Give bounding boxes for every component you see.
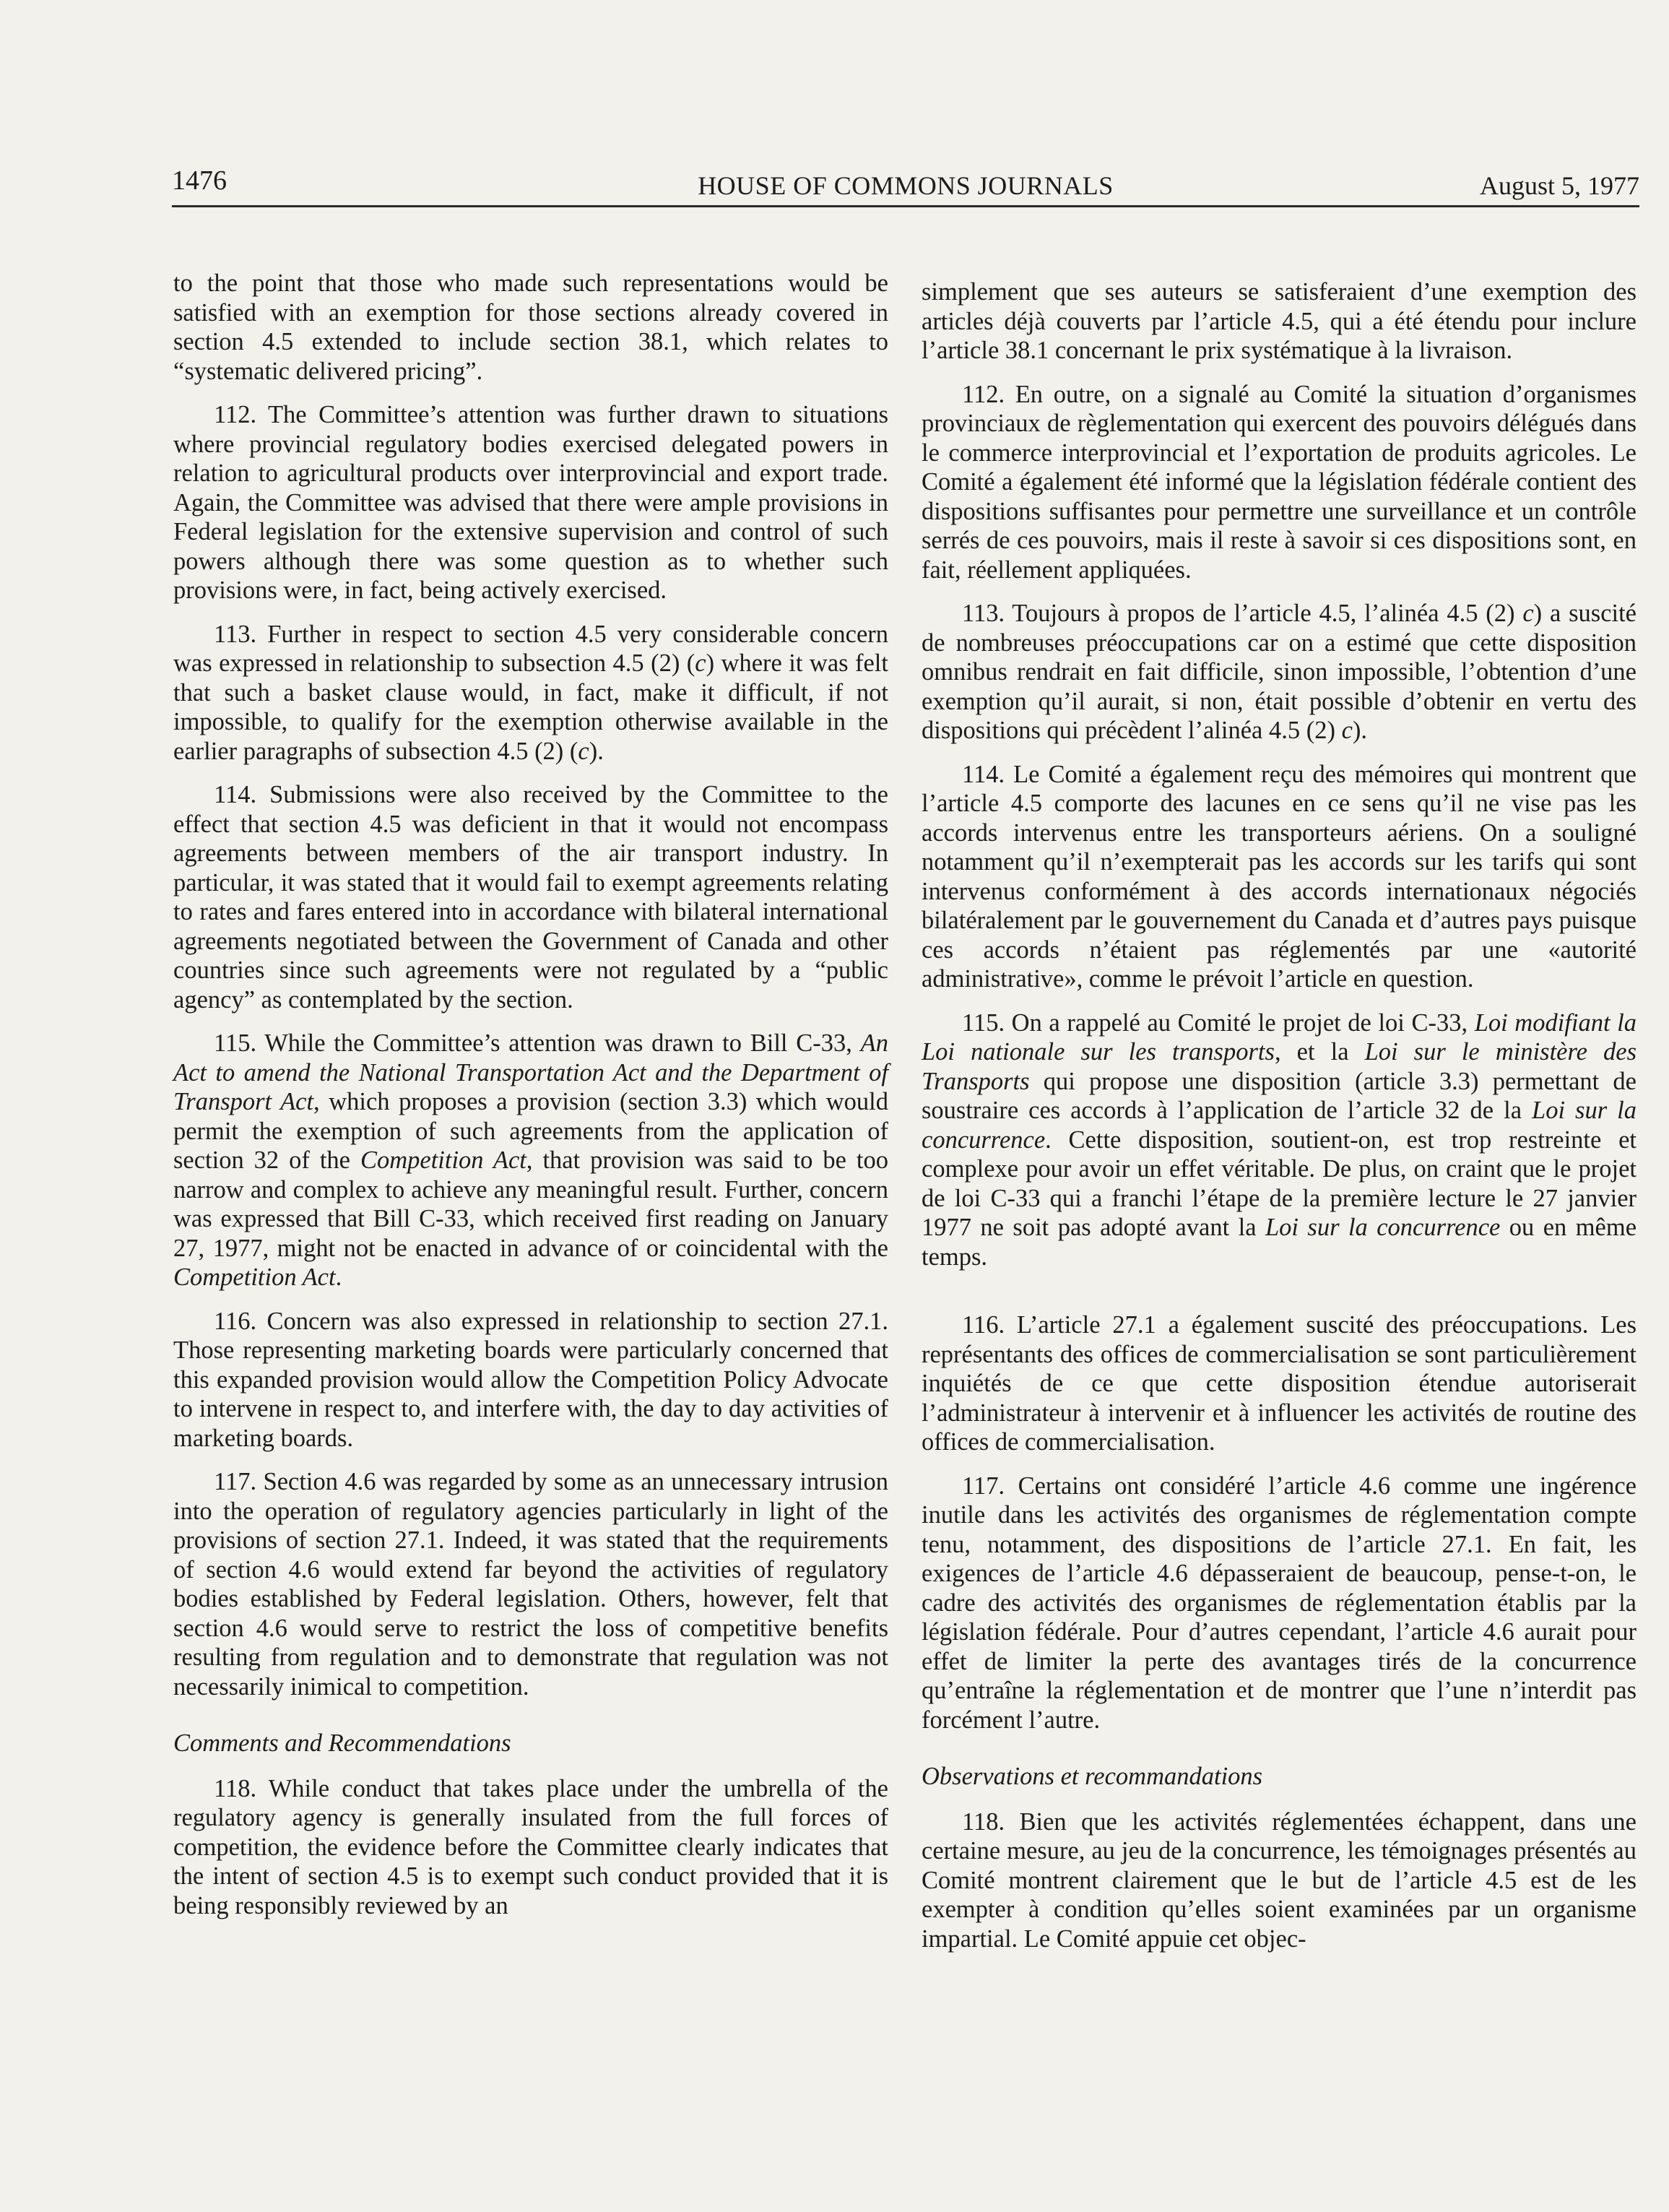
english-column [173, 269, 888, 1935]
paragraph-116: 116. Concern was also expressed in relationship to section 27.1. Those representing marketing boards were particularly concerned that this expanded provision would allow the Competition Policy Advocate to intervene in respect to, and interfere with, the day to day activities of marketing boards. [173, 1307, 888, 1452]
paragraph-117: 117. Section 4.6 was regarded by some as an unnecessary intrusion into the operation of regulatory agencies particularly in light of the provisions of section 27.1. Indeed, it was stated that the requirements of section 4.6 would extend far beyond the activities of regulatory bodies established by Federal legislation. Others, however, felt that section 4.6 would serve to restrict the loss of competitive benefits resulting from regulation and to demonstrate that regulation was not necessarily inimical to competition. [173, 1468, 888, 1701]
paragraph-113: 113. Toujours à propos de l’article 4.5, l’alinéa 4.5 (2) c) a suscité de nombreuses préoccupations car on a estimé que cette disposition omnibus rendrait en fait difficile, sinon impossible, l’obtention d’une exemption qu’il aurait, si non, était possible d’obtenir en vertu des dispositions qui précèdent l’alinéa 4.5 (2) c). [922, 600, 1637, 744]
paragraph-118: 118. Bien que les activités réglementées échappent, dans une certaine mesure, au jeu de la concurrence, les témoignages présentés au Comité montrent clairement que le but de l’article 4.5 est de les exempter à condition qu’elles soient examinées par un organisme impartial. Le Comité appuie cet objec- [922, 1807, 1637, 1953]
page-header [172, 165, 1639, 207]
section-heading: Comments and Recommendations [173, 1729, 511, 1757]
paragraph-114: 114. Submissions were also received by the Committee to the effect that section 4.5 was deficient in that it would not encompass agreements between members of the air transport industry. In particular, it was stated that it would fail to exempt agreements relating to rates and fares entered into in accordance with bilateral international agreements negotiated between the Government of Canada and other countries since such agreements were not regulated by a “public agency” as contemplated by the section. [173, 781, 888, 1014]
section-heading: Observations et recommandations [922, 1763, 1263, 1790]
paragraph-115: 115. On a rappelé au Comité le projet de loi C-33, Loi modifiant la Loi nationale sur les transports, et la Loi sur le ministère des Transports qui propose une disposition (article 3.3) permettant de soustraire ces accords à l’application de l’article 32 de la Loi sur la concurrence. Cette disposition, soutient-on, est trop restreinte et complexe pour avoir un effet véritable. De plus, on craint que le projet de loi C-33 qui a franchi l’étape de la première lecture le 27 janvier 1977 ne soit pas adopté avant la Loi sur la concurrence ou en même temps. [922, 1008, 1637, 1271]
paragraph-117: 117. Certains ont considéré l’article 4.6 comme une ingérence inutile dans les activités des organismes de réglementation compte tenu, notamment, des dispositions de l’article 27.1. En fait, les exigences de l’article 4.6 dépasseraient de beaucoup, pense-t-on, le cadre des activités des organismes de réglementation établis par la législation fédérale. Pour d’autres cependant, l’article 4.6 aurait pour effet de limiter la perte des avantages tirés de la concurrence qu’entraîne la réglementation et de montrer que l’une n’interdit pas forcément l’autre. [922, 1472, 1637, 1734]
journal-date: August 5, 1977 [1479, 171, 1639, 200]
paragraph-continued: simplement que ses auteurs se satisferaient d’une exemption des articles déjà couverts par l’article 4.5, qui a été étendu pour inclure l’article 38.1 concernant le prix systématique à la livraison. [922, 278, 1637, 364]
paragraph-113: 113. Further in respect to section 4.5 very considerable concern was expressed in relationship to subsection 4.5 (2) (c) where it was felt that such a basket clause would, in fact, make it difficult, if not impossible, to qualify for the exemption otherwise available in the earlier paragraphs of subsection 4.5 (2) (c). [173, 620, 888, 765]
paragraph-116: 116. L’article 27.1 a également suscité des préoccupations. Les représentants des offices de commercialisation se sont particulièrement inquiétés de ce que cette disposition étendue autoriserait l’administrateur à intervenir et à influencer les activités de routine des offices de commercialisation. [922, 1311, 1637, 1456]
journal-title: HOUSE OF COMMONS JOURNALS [698, 171, 1114, 200]
page-number: 1476 [172, 165, 227, 196]
paragraph-112: 112. The Committee’s attention was further drawn to situations where provincial regulatory bodies exercised delegated powers in relation to agricultural products over interprovincial and export trade. Again, the Committee was advised that there were ample provisions in Federal legislation for the extensive supervision and control of such powers although there was some question as to whether such provisions were, in fact, being actively exercised. [173, 401, 888, 604]
paragraph-continued: to the point that those who made such representations would be satisfied with an exemption for those sections already covered in section 4.5 extended to include section 38.1, which relates to “systematic delivered pricing”. [173, 269, 888, 385]
paragraph-112: 112. En outre, on a signalé au Comité la situation d’organismes provinciaux de règlementation qui exercent des pouvoirs délégués dans le commerce interprovincial et l’exportation de produits agricoles. Le Comité a également été informé que la législation fédérale contient des dispositions suffisantes pour permettre une surveillance et un contrôle serrés de ces pouvoirs, mais il reste à savoir si ces dispositions sont, en fait, réellement appliquées. [922, 380, 1637, 584]
paragraph-114: 114. Le Comité a également reçu des mémoires qui montrent que l’article 4.5 comporte des lacunes en ce sens qu’il ne vise pas les accords intervenus entre les transporteurs aériens. On a souligné notamment qu’il n’exempterait pas les accords sur les tarifs qui sont intervenus conformément à des accords internationaux négociés bilatéralement par le gouvernement du Canada et d’autres pays puisque ces accords n’étaient pas réglementés par une «autorité administrative», comme le prévoit l’article en question. [922, 760, 1637, 993]
paragraph-118: 118. While conduct that takes place under the umbrella of the regulatory agency is generally insulated from the full forces of competition, the evidence before the Committee clearly indicates that the intent of section 4.5 is to exempt such conduct provided that it is being responsibly reviewed by an [173, 1774, 888, 1919]
french-column [922, 277, 1637, 1968]
paragraph-115: 115. While the Committee’s attention was drawn to Bill C-33, An Act to amend the National Transportation Act and the Department of Transport Act, which proposes a provision (section 3.3) which would permit the exemption of such agreements from the application of section 32 of the Competition Act, that provision was said to be too narrow and complex to achieve any meaningful result. Further, concern was expressed that Bill C-33, which received first reading on January 27, 1977, might not be enacted in advance of or coincidental with the Competition Act. [173, 1029, 888, 1291]
